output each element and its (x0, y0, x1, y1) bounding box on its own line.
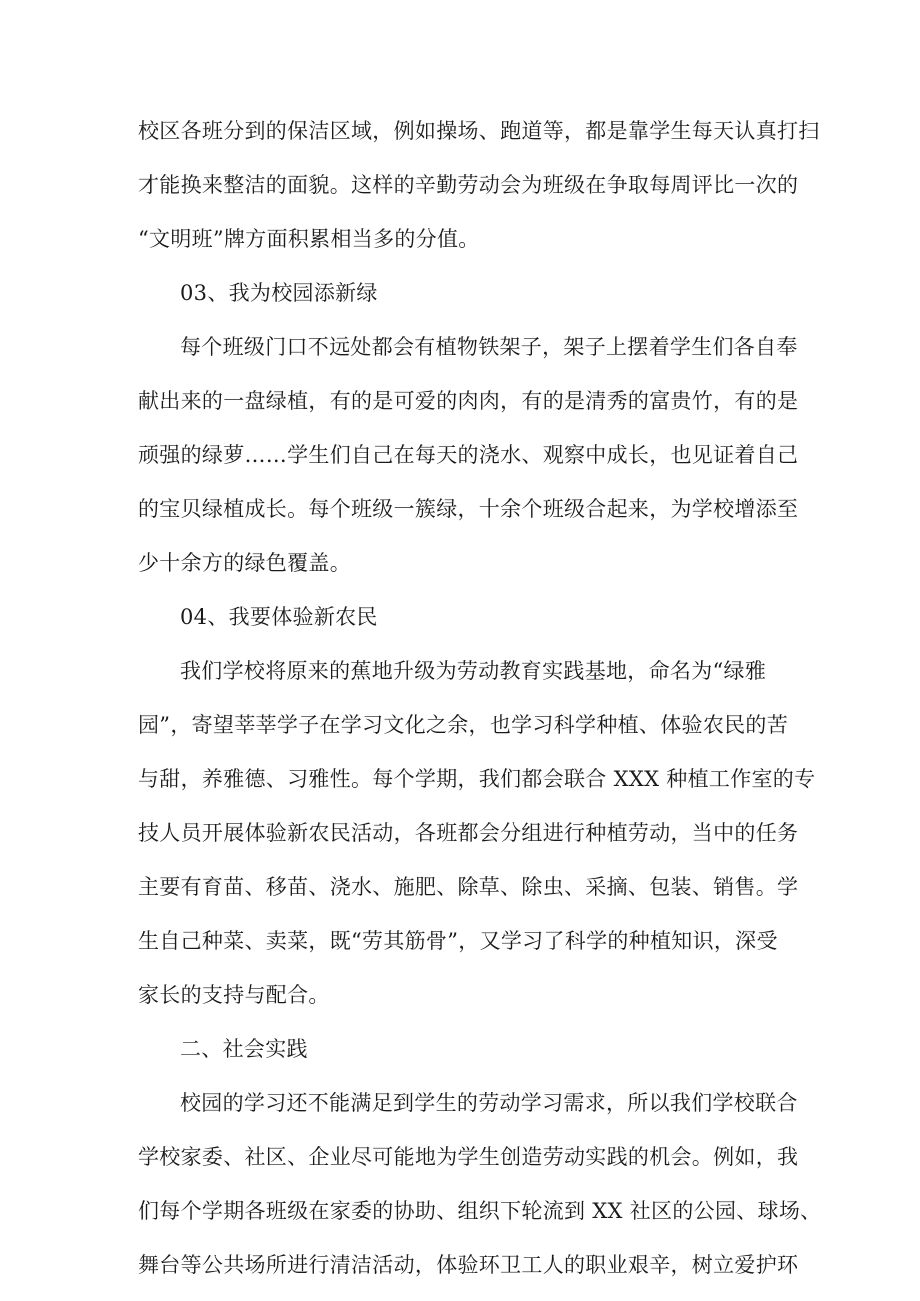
text-line: 们每个学期各班级在家委的协助、组织下轮流到 XX 社区的公园、球场、 (138, 1199, 822, 1223)
section-heading-03: 03、我为校园添新绿 (180, 281, 378, 305)
text-line: 学校家委、社区、企业尽可能地为学生创造劳动实践的机会。例如，我 (138, 1145, 799, 1169)
text-line: 技人员开展体验新农民活动，各班都会分组进行种植劳动，当中的任务 (138, 821, 799, 845)
text-line: 每个班级门口不远处都会有植物铁架子，架子上摆着学生们各自奉 (180, 335, 798, 359)
text-line: 献出来的一盘绿植，有的是可爱的肉肉，有的是清秀的富贵竹，有的是 (138, 389, 799, 413)
text-line: 家长的支持与配合。 (138, 983, 330, 1007)
text-line: 舞台等公共场所进行清洁活动，体验环卫工人的职业艰辛，树立爱护环 (138, 1253, 799, 1277)
text-line: 的宝贝绿植成长。每个班级一簇绿，十余个班级合起来，为学校增添至 (138, 497, 799, 521)
text-line: 少十余方的绿色覆盖。 (138, 551, 351, 575)
section-heading-social-practice: 二、社会实践 (180, 1037, 308, 1061)
text-line: 才能换来整洁的面貌。这样的辛勤劳动会为班级在争取每周评比一次的 (138, 173, 799, 197)
text-line: 校区各班分到的保洁区域，例如操场、跑道等，都是靠学生每天认真打扫 (138, 119, 820, 143)
document-body (138, 104, 822, 1292)
text-line: 顽强的绿萝……学生们自己在每天的浇水、观察中成长，也见证着自己 (138, 443, 799, 467)
text-line: 校园的学习还不能满足到学生的劳动学习需求，所以我们学校联合 (180, 1091, 798, 1115)
text-line: 我们学校将原来的蕉地升级为劳动教育实践基地，命名为“绿雅 (180, 659, 767, 683)
text-line: 主要有育苗、移苗、浇水、施肥、除草、除虫、采摘、包装、销售。学 (138, 875, 799, 899)
text-line: “文明班”牌方面积累相当多的分值。 (138, 227, 480, 251)
text-line: 生自己种菜、卖菜，既“劳其筋骨”，又学习了科学的种植知识，深受 (138, 929, 778, 953)
text-line: 园”，寄望莘莘学子在学习文化之余，也学习科学种植、体验农民的苦 (138, 713, 789, 737)
section-heading-04: 04、我要体验新农民 (180, 605, 378, 629)
text-line: 与甜，养雅德、习雅性。每个学期，我们都会联合 XXX 种植工作室的专 (138, 767, 816, 791)
